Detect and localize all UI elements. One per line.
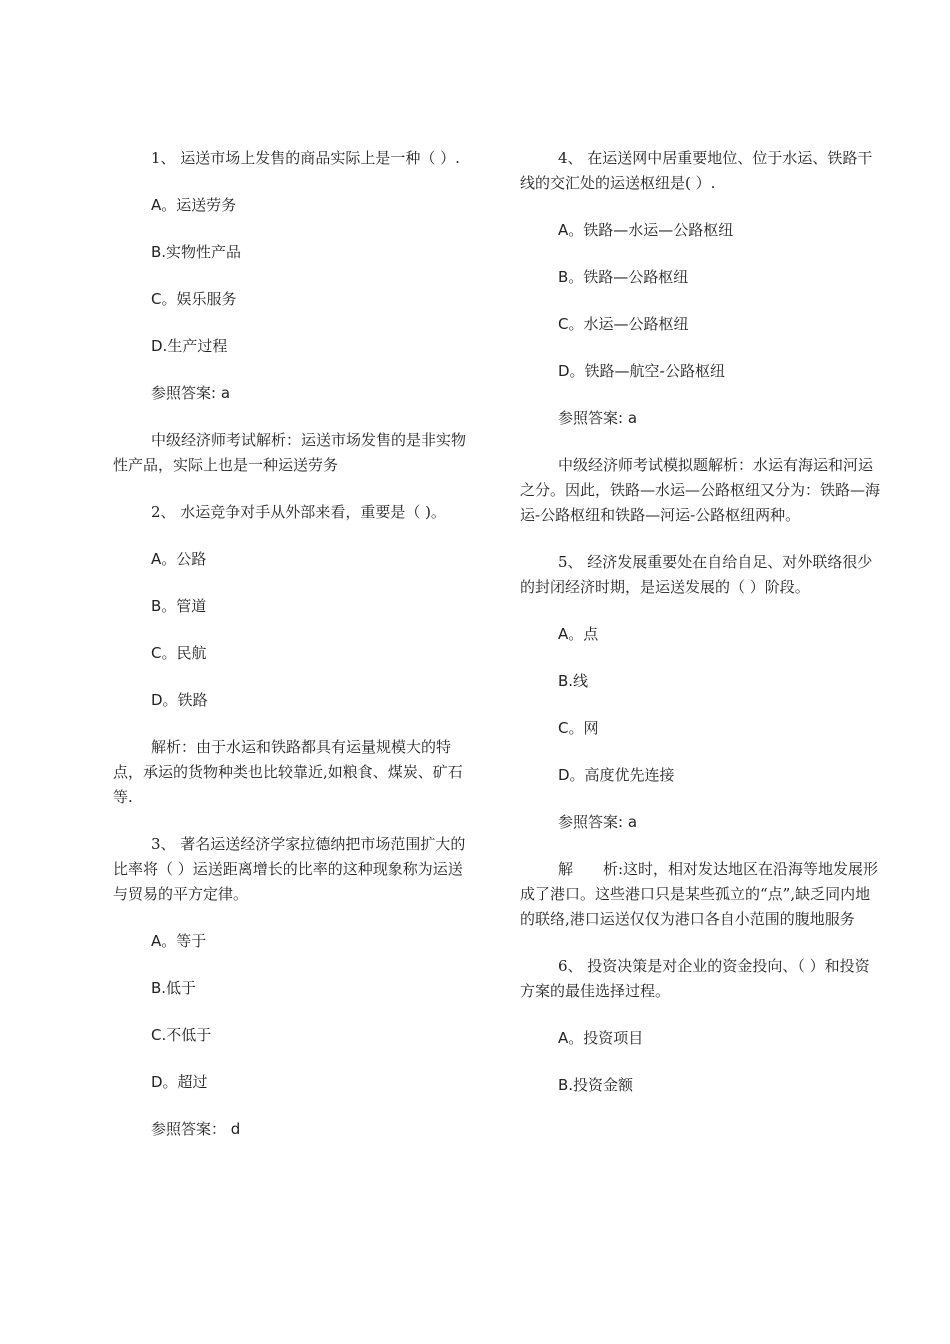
option-5a: A。点	[558, 625, 599, 643]
option-4b: B。铁路—公路枢纽	[558, 268, 689, 286]
answer-3: 参照答案： d	[151, 1120, 241, 1138]
option-1b: B.实物性产品	[151, 243, 242, 261]
option-2d: D。铁路	[151, 691, 208, 709]
option-3c: C.不低于	[151, 1026, 212, 1044]
question-3: 3、 著名运送经济学家拉德纳把市场范围扩大的比率将（ ）运送距离增长的比率的这种现象称为运送与贸易的平方定律。	[113, 835, 466, 903]
question-4: 4、 在运送网中居重要地位、位于水运、铁路干线的交汇处的运送枢纽是( ）.	[520, 149, 873, 192]
option-4d: D。铁路—航空-公路枢纽	[558, 362, 725, 380]
option-3b: B.低于	[151, 979, 197, 997]
answer-5: 参照答案: a	[558, 813, 638, 831]
option-2a: A。公路	[151, 550, 207, 568]
left-column	[113, 146, 473, 1164]
option-3d: D。超过	[151, 1073, 208, 1091]
question-1: 1、 运送市场上发售的商品实际上是一种（ ）.	[151, 149, 460, 167]
option-2b: B。管道	[151, 597, 207, 615]
question-6: 6、 投资决策是对企业的资金投向、（ ）和投资方案的最佳选择过程。	[520, 957, 870, 1000]
question-2: 2、 水运竞争对手从外部来看，重要是（ )。	[151, 503, 446, 521]
option-5c: C。网	[558, 719, 599, 737]
answer-4: 参照答案: a	[558, 409, 638, 427]
question-5: 5、 经济发展重要处在自给自足、对外联络很少的封闭经济时期，是运送发展的（ ）阶段。	[520, 553, 873, 596]
option-1a: A。运送劳务	[151, 196, 237, 214]
explanation-2: 解析：由于水运和铁路都具有运量规模大的特点，承运的货物种类也比较靠近,如粮食、煤炭、矿石等.	[113, 738, 463, 806]
option-6b: B.投资金额	[558, 1076, 634, 1094]
option-4c: C。水运—公路枢纽	[558, 315, 689, 333]
right-column	[520, 146, 880, 1120]
option-1c: C。娱乐服务	[151, 290, 237, 308]
explanation-1: 中级经济师考试解析：运送市场发售的是非实物性产品，实际上也是一种运送劳务	[113, 431, 467, 474]
option-3a: A。等于	[151, 932, 207, 950]
option-4a: A。铁路—水运—公路枢纽	[558, 221, 734, 239]
explanation-5: 解 析:这时，相对发达地区在沿海等地发展形成了港口。这些港口只是某些孤立的“点”,缺乏同内地的联络,港口运送仅仅为港口各自小范围的腹地服务	[520, 860, 879, 928]
answer-1: 参照答案: a	[151, 384, 231, 402]
option-6a: A。投资项目	[558, 1029, 644, 1047]
explanation-4: 中级经济师考试模拟题解析：水运有海运和河运之分。因此，铁路—水运—公路枢纽又分为：铁路—海运-公路枢纽和铁路—河运-公路枢纽两种。	[520, 456, 881, 524]
option-5d: D。高度优先连接	[558, 766, 675, 784]
option-1d: D.生产过程	[151, 337, 228, 355]
option-2c: C。民航	[151, 644, 207, 662]
option-5b: B.线	[558, 672, 589, 690]
